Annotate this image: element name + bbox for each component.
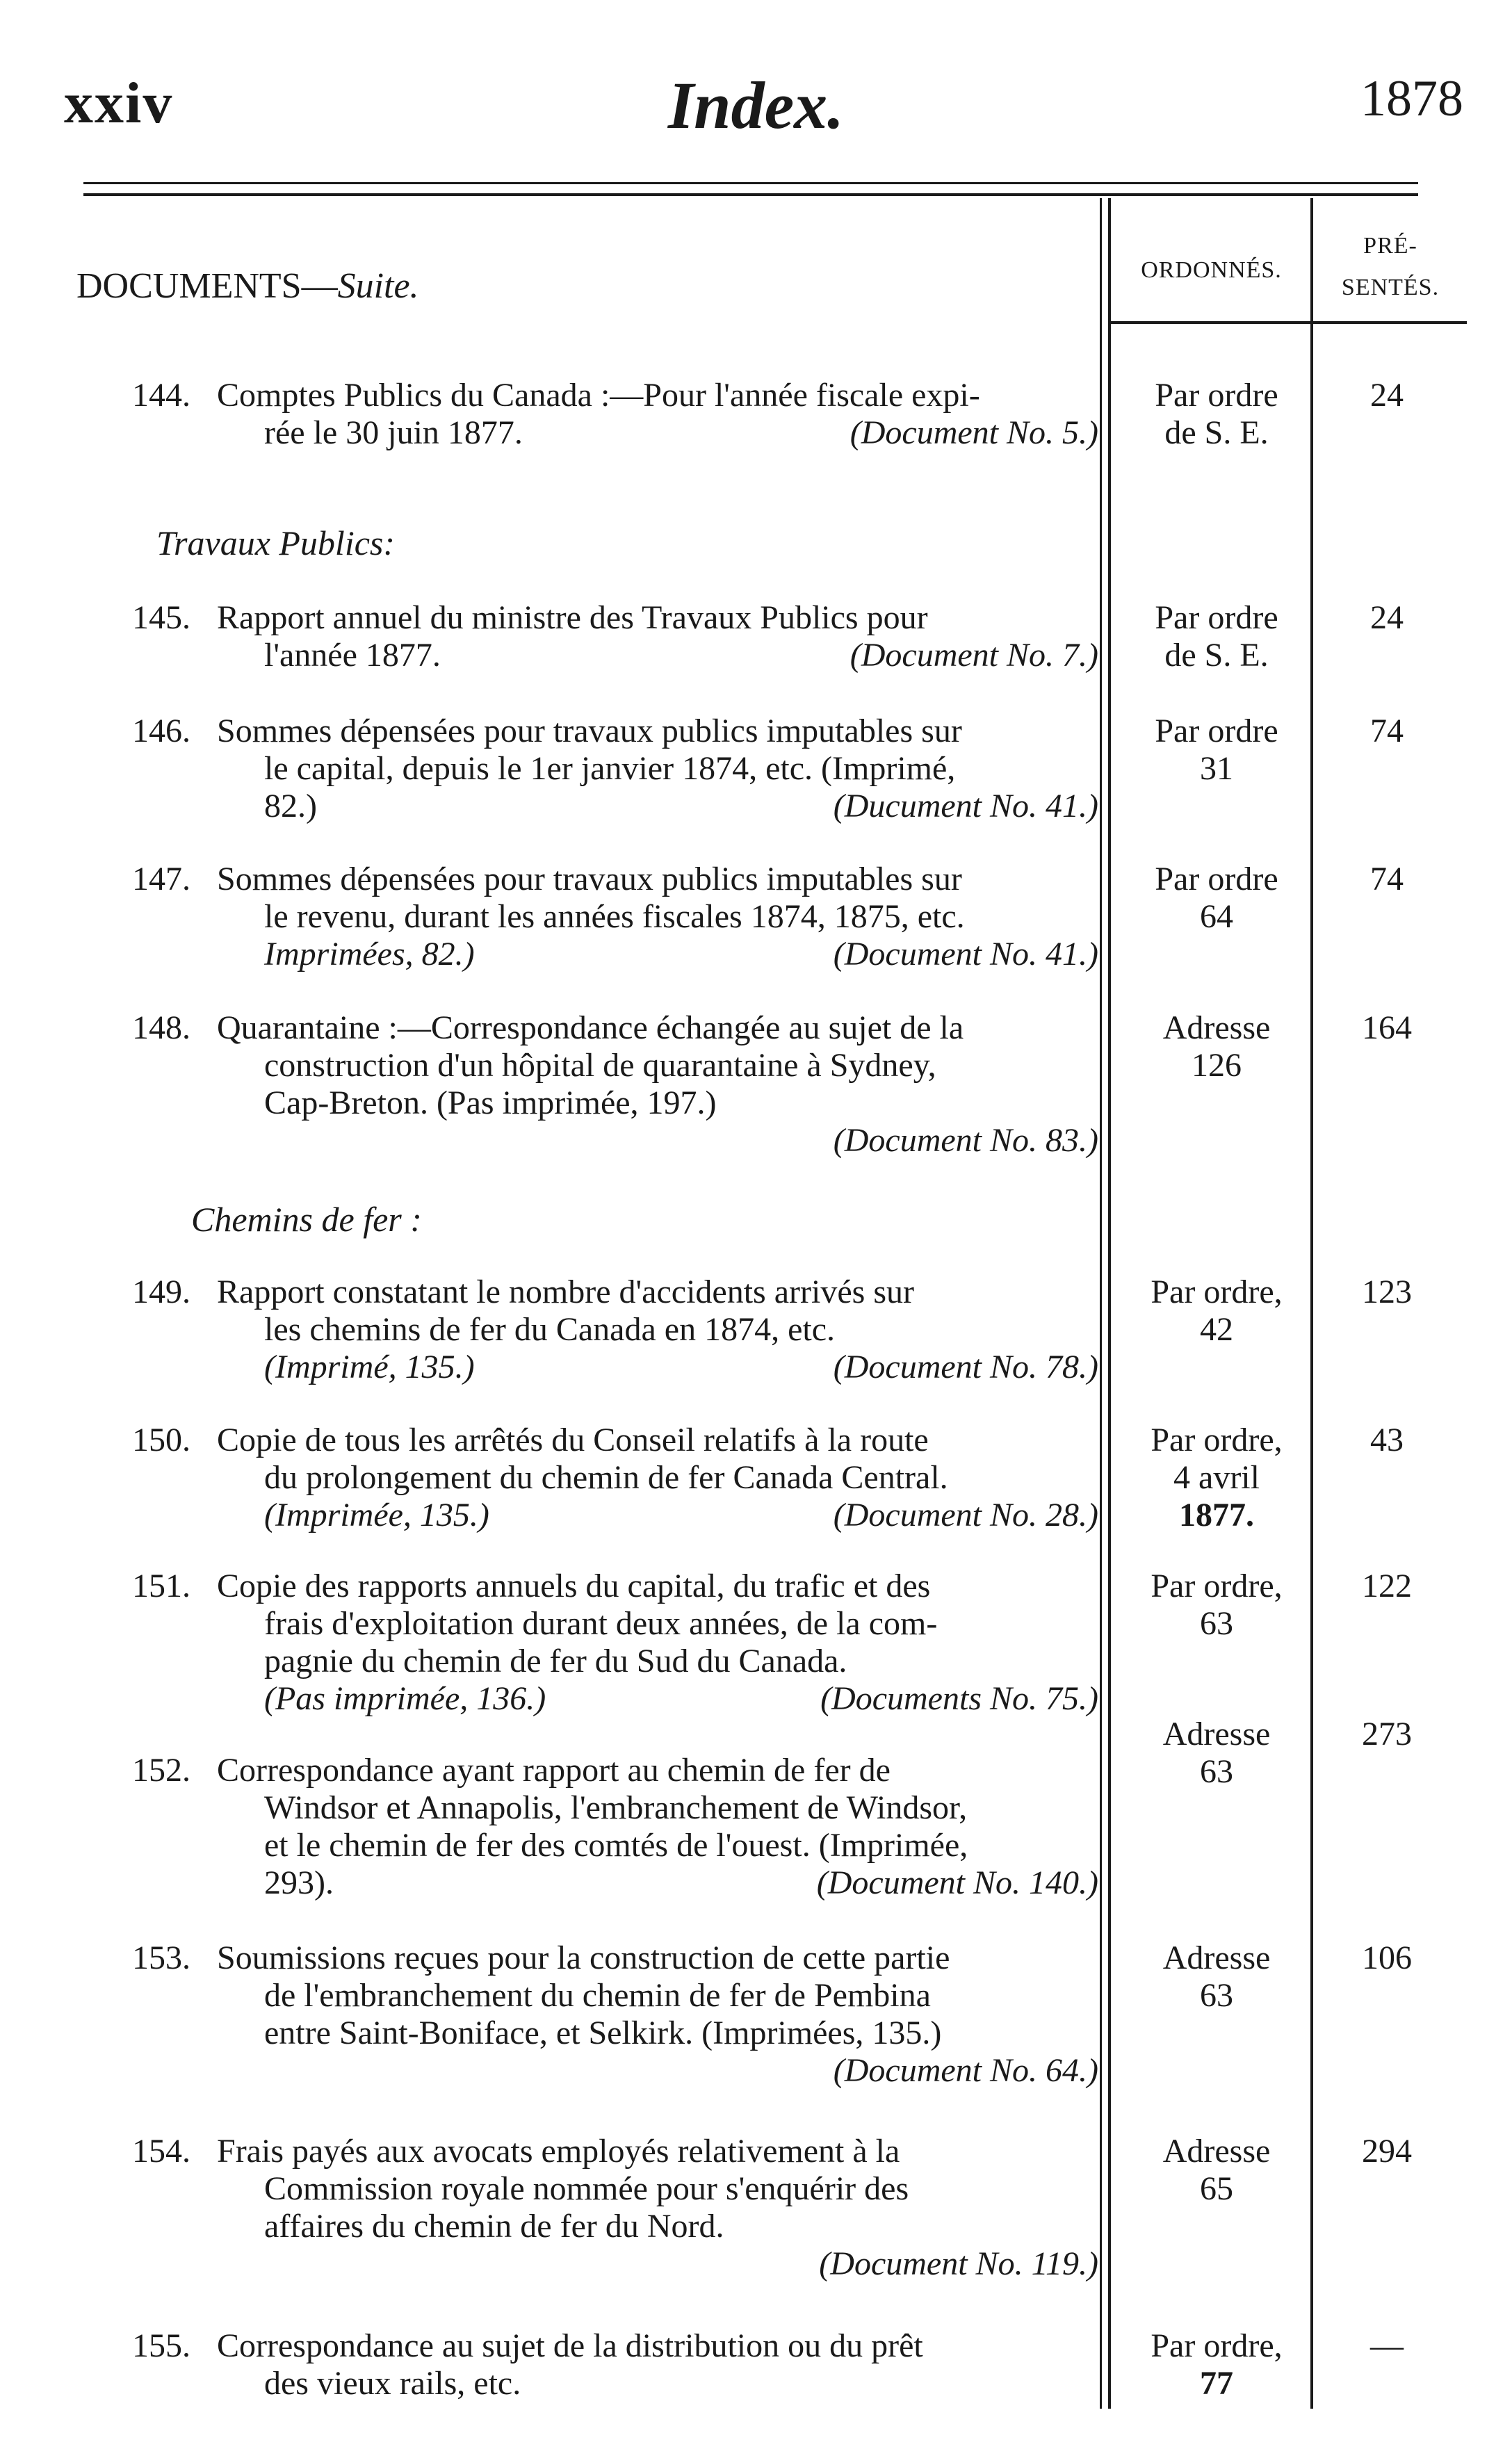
entry-number: 154. — [132, 2133, 190, 2170]
entry-line: de l'embranchement du chemin de fer de Pembina — [264, 1977, 931, 2014]
entry-line: rée le 30 juin 1877. — [264, 414, 523, 451]
document-entry — [132, 861, 1098, 975]
document-entry — [132, 713, 1098, 827]
presented-cell: — — [1370, 2327, 1404, 2364]
entry-line: Rapport annuel du ministre des Travaux Publics pour — [217, 599, 928, 636]
document-entry — [132, 1752, 1098, 1905]
ordered-cell — [1112, 2327, 1321, 2402]
ordered-cell — [1112, 599, 1321, 674]
document-reference: (Document No. 28.) — [833, 1497, 1098, 1533]
document-reference: (Ducument No. 41.) — [833, 788, 1098, 824]
ordered-line: 64 — [1200, 898, 1233, 935]
document-reference: (Document No. 5.) — [850, 414, 1098, 451]
column-header-presented-2: SENTÉS. — [1341, 275, 1440, 300]
entry-number: 150. — [132, 1422, 190, 1458]
entry-line: et le chemin de fer des comtés de l'ouest. (Imprimée, — [264, 1827, 968, 1864]
presented-cell: 122 — [1362, 1568, 1412, 1604]
entry-line: Copie des rapports annuels du capital, du trafic et des — [217, 1568, 931, 1604]
ordered-cell — [1112, 1422, 1321, 1534]
document-reference: (Document No. 78.) — [833, 1349, 1098, 1385]
presented-cell: 43 — [1370, 1422, 1404, 1458]
entry-line: le capital, depuis le 1er janvier 1874, etc. (Imprimé, — [264, 750, 956, 787]
entry-line: Copie de tous les arrêtés du Conseil relatifs à la route — [217, 1422, 929, 1458]
entry-line: Imprimées, 82.) — [264, 936, 475, 973]
entry-line: des vieux rails, etc. — [264, 2365, 521, 2402]
entry-line: entre Saint-Boniface, et Selkirk. (Imprimées, 135.) — [264, 2015, 942, 2051]
document-entry — [132, 2327, 1098, 2404]
document-reference: (Document No. 41.) — [833, 936, 1098, 973]
ordered-line: 63 — [1200, 1605, 1233, 1642]
entry-line: les chemins de fer du Canada en 1874, etc. — [264, 1311, 836, 1348]
documents-label — [76, 266, 419, 307]
page-title: Index. — [667, 68, 845, 143]
entry-number: 148. — [132, 1009, 190, 1046]
entry-line: 82.) — [264, 788, 317, 824]
entry-line: construction d'un hôpital de quarantaine à Sydney, — [264, 1047, 936, 1084]
entry-line: Quarantaine :—Correspondance échangée au sujet de la — [217, 1009, 964, 1046]
entry-number: 144. — [132, 377, 190, 414]
ordered-line: Par ordre, — [1151, 1568, 1283, 1604]
presented-cell: 24 — [1370, 599, 1404, 636]
entry-line: Correspondance au sujet de la distribution ou du prêt — [217, 2327, 923, 2364]
entry-line: l'année 1877. — [264, 637, 441, 674]
entry-number: 147. — [132, 861, 190, 897]
entry-line: Windsor et Annapolis, l'embranchement de Windsor, — [264, 1789, 968, 1826]
ordered-line: Par ordre — [1155, 599, 1278, 636]
entry-number: 155. — [132, 2327, 190, 2364]
document-entry — [132, 1939, 1098, 2092]
column-header-ordered: ORDONNÉS. — [1141, 257, 1282, 283]
entry-line: (Imprimé, 135.) — [264, 1349, 475, 1385]
presented-cell: 24 — [1370, 377, 1404, 414]
presented-cell: 74 — [1370, 861, 1404, 897]
ordered-cell — [1112, 1716, 1321, 1791]
entry-line: Commission royale nommée pour s'enquérir des — [264, 2170, 909, 2207]
ordered-cell — [1112, 1939, 1321, 2015]
document-entry — [132, 2133, 1098, 2286]
ordered-cell — [1112, 713, 1321, 788]
presented-cell: 164 — [1362, 1009, 1412, 1046]
column-rule-left-b — [1108, 198, 1111, 2409]
ordered-line: Adresse — [1162, 1716, 1271, 1752]
entry-number: 152. — [132, 1752, 190, 1789]
ordered-line: Adresse — [1162, 1939, 1271, 1976]
page-number: xxiv — [64, 71, 174, 136]
presented-cell: 273 — [1362, 1716, 1412, 1752]
entry-line: le revenu, durant les années fiscales 1874, 1875, etc. — [264, 898, 965, 935]
document-reference: (Document No. 119.) — [819, 2245, 1098, 2282]
entry-number: 151. — [132, 1568, 190, 1604]
presented-cell: 294 — [1362, 2133, 1412, 2170]
column-header-presented-1: PRÉ- — [1363, 233, 1417, 259]
entry-line: affaires du chemin de fer du Nord. — [264, 2208, 724, 2245]
entry-line: Frais payés aux avocats employés relativement à la — [217, 2133, 900, 2170]
entry-number: 145. — [132, 599, 190, 636]
ordered-line: Par ordre, — [1151, 2327, 1283, 2364]
ordered-line: 1877. — [1179, 1497, 1254, 1533]
ordered-cell — [1112, 377, 1321, 452]
entry-number: 153. — [132, 1939, 190, 1976]
document-reference: (Document No. 83.) — [833, 1122, 1098, 1159]
entry-line: (Imprimée, 135.) — [264, 1497, 489, 1533]
document-reference: (Document No. 64.) — [833, 2052, 1098, 2089]
documents-label-suite: Suite. — [337, 266, 419, 306]
presented-cell: 74 — [1370, 713, 1404, 749]
ordered-cell — [1112, 2133, 1321, 2208]
ordered-line: Par ordre, — [1151, 1422, 1283, 1458]
entry-line: Soumissions reçues pour la construction de cette partie — [217, 1939, 950, 1976]
ordered-line: Par ordre, — [1151, 1274, 1283, 1310]
entry-line: 293). — [264, 1864, 334, 1901]
ordered-line: 126 — [1192, 1047, 1242, 1084]
ordered-line: Adresse — [1162, 2133, 1271, 2170]
document-entry — [132, 1422, 1098, 1536]
header-rule-top — [83, 182, 1418, 184]
entry-line: (Pas imprimée, 136.) — [264, 1680, 546, 1717]
column-rule-left-a — [1100, 198, 1102, 2409]
ordered-line: 4 avril — [1173, 1459, 1260, 1496]
ordered-line: 31 — [1200, 750, 1233, 787]
document-entry — [132, 599, 1098, 676]
ordered-line: Par ordre — [1155, 861, 1278, 897]
ordered-line: Par ordre — [1155, 377, 1278, 414]
entry-line: Cap-Breton. (Pas imprimée, 197.) — [264, 1084, 717, 1121]
ordered-cell — [1112, 1009, 1321, 1084]
document-entry — [132, 1009, 1098, 1162]
ordered-line: 63 — [1200, 1977, 1233, 2014]
ordered-cell — [1112, 1568, 1321, 1643]
presented-cell: 123 — [1362, 1274, 1412, 1310]
entry-line: Correspondance ayant rapport au chemin de fer de — [217, 1752, 891, 1789]
entry-line: Rapport constatant le nombre d'accidents arrivés sur — [217, 1274, 914, 1310]
entry-line: Sommes dépensées pour travaux publics imputables sur — [217, 713, 962, 749]
ordered-line: 65 — [1200, 2170, 1233, 2207]
ordered-cell — [1112, 861, 1321, 936]
entry-line: frais d'exploitation durant deux années, de la com- — [264, 1605, 938, 1642]
document-reference: (Documents No. 75.) — [820, 1680, 1098, 1717]
ordered-line: de S. E. — [1164, 637, 1269, 674]
ordered-cell — [1112, 1274, 1321, 1349]
section-public-works: Travaux Publics: — [156, 523, 396, 562]
presented-cell: 106 — [1362, 1939, 1412, 1976]
ordered-line: 63 — [1200, 1753, 1233, 1790]
ordered-line: Par ordre — [1155, 713, 1278, 749]
entry-line: Comptes Publics du Canada :—Pour l'année fiscale expi- — [217, 377, 980, 414]
document-entry — [132, 1568, 1098, 1720]
header-rule-bottom — [83, 193, 1418, 196]
entry-line: du prolongement du chemin de fer Canada Central. — [264, 1459, 948, 1496]
ordered-line: 77 — [1200, 2365, 1233, 2402]
ordered-line: 42 — [1200, 1311, 1233, 1348]
entry-line: pagnie du chemin de fer du Sud du Canada. — [264, 1643, 847, 1679]
document-entry — [132, 377, 1098, 453]
document-reference: (Document No. 7.) — [850, 637, 1098, 674]
column-header-rule — [1111, 321, 1467, 324]
document-reference: (Document No. 140.) — [816, 1864, 1098, 1901]
documents-label-main: DOCUMENTS— — [76, 266, 338, 306]
page-year: 1878 — [1360, 70, 1463, 127]
entry-number: 146. — [132, 713, 190, 749]
ordered-line: de S. E. — [1164, 414, 1269, 451]
ordered-line: Adresse — [1162, 1009, 1271, 1046]
document-entry — [132, 1274, 1098, 1388]
entry-number: 149. — [132, 1274, 190, 1310]
section-railways: Chemins de fer : — [191, 1200, 422, 1239]
entry-line: Sommes dépensées pour travaux publics imputables sur — [217, 861, 962, 897]
